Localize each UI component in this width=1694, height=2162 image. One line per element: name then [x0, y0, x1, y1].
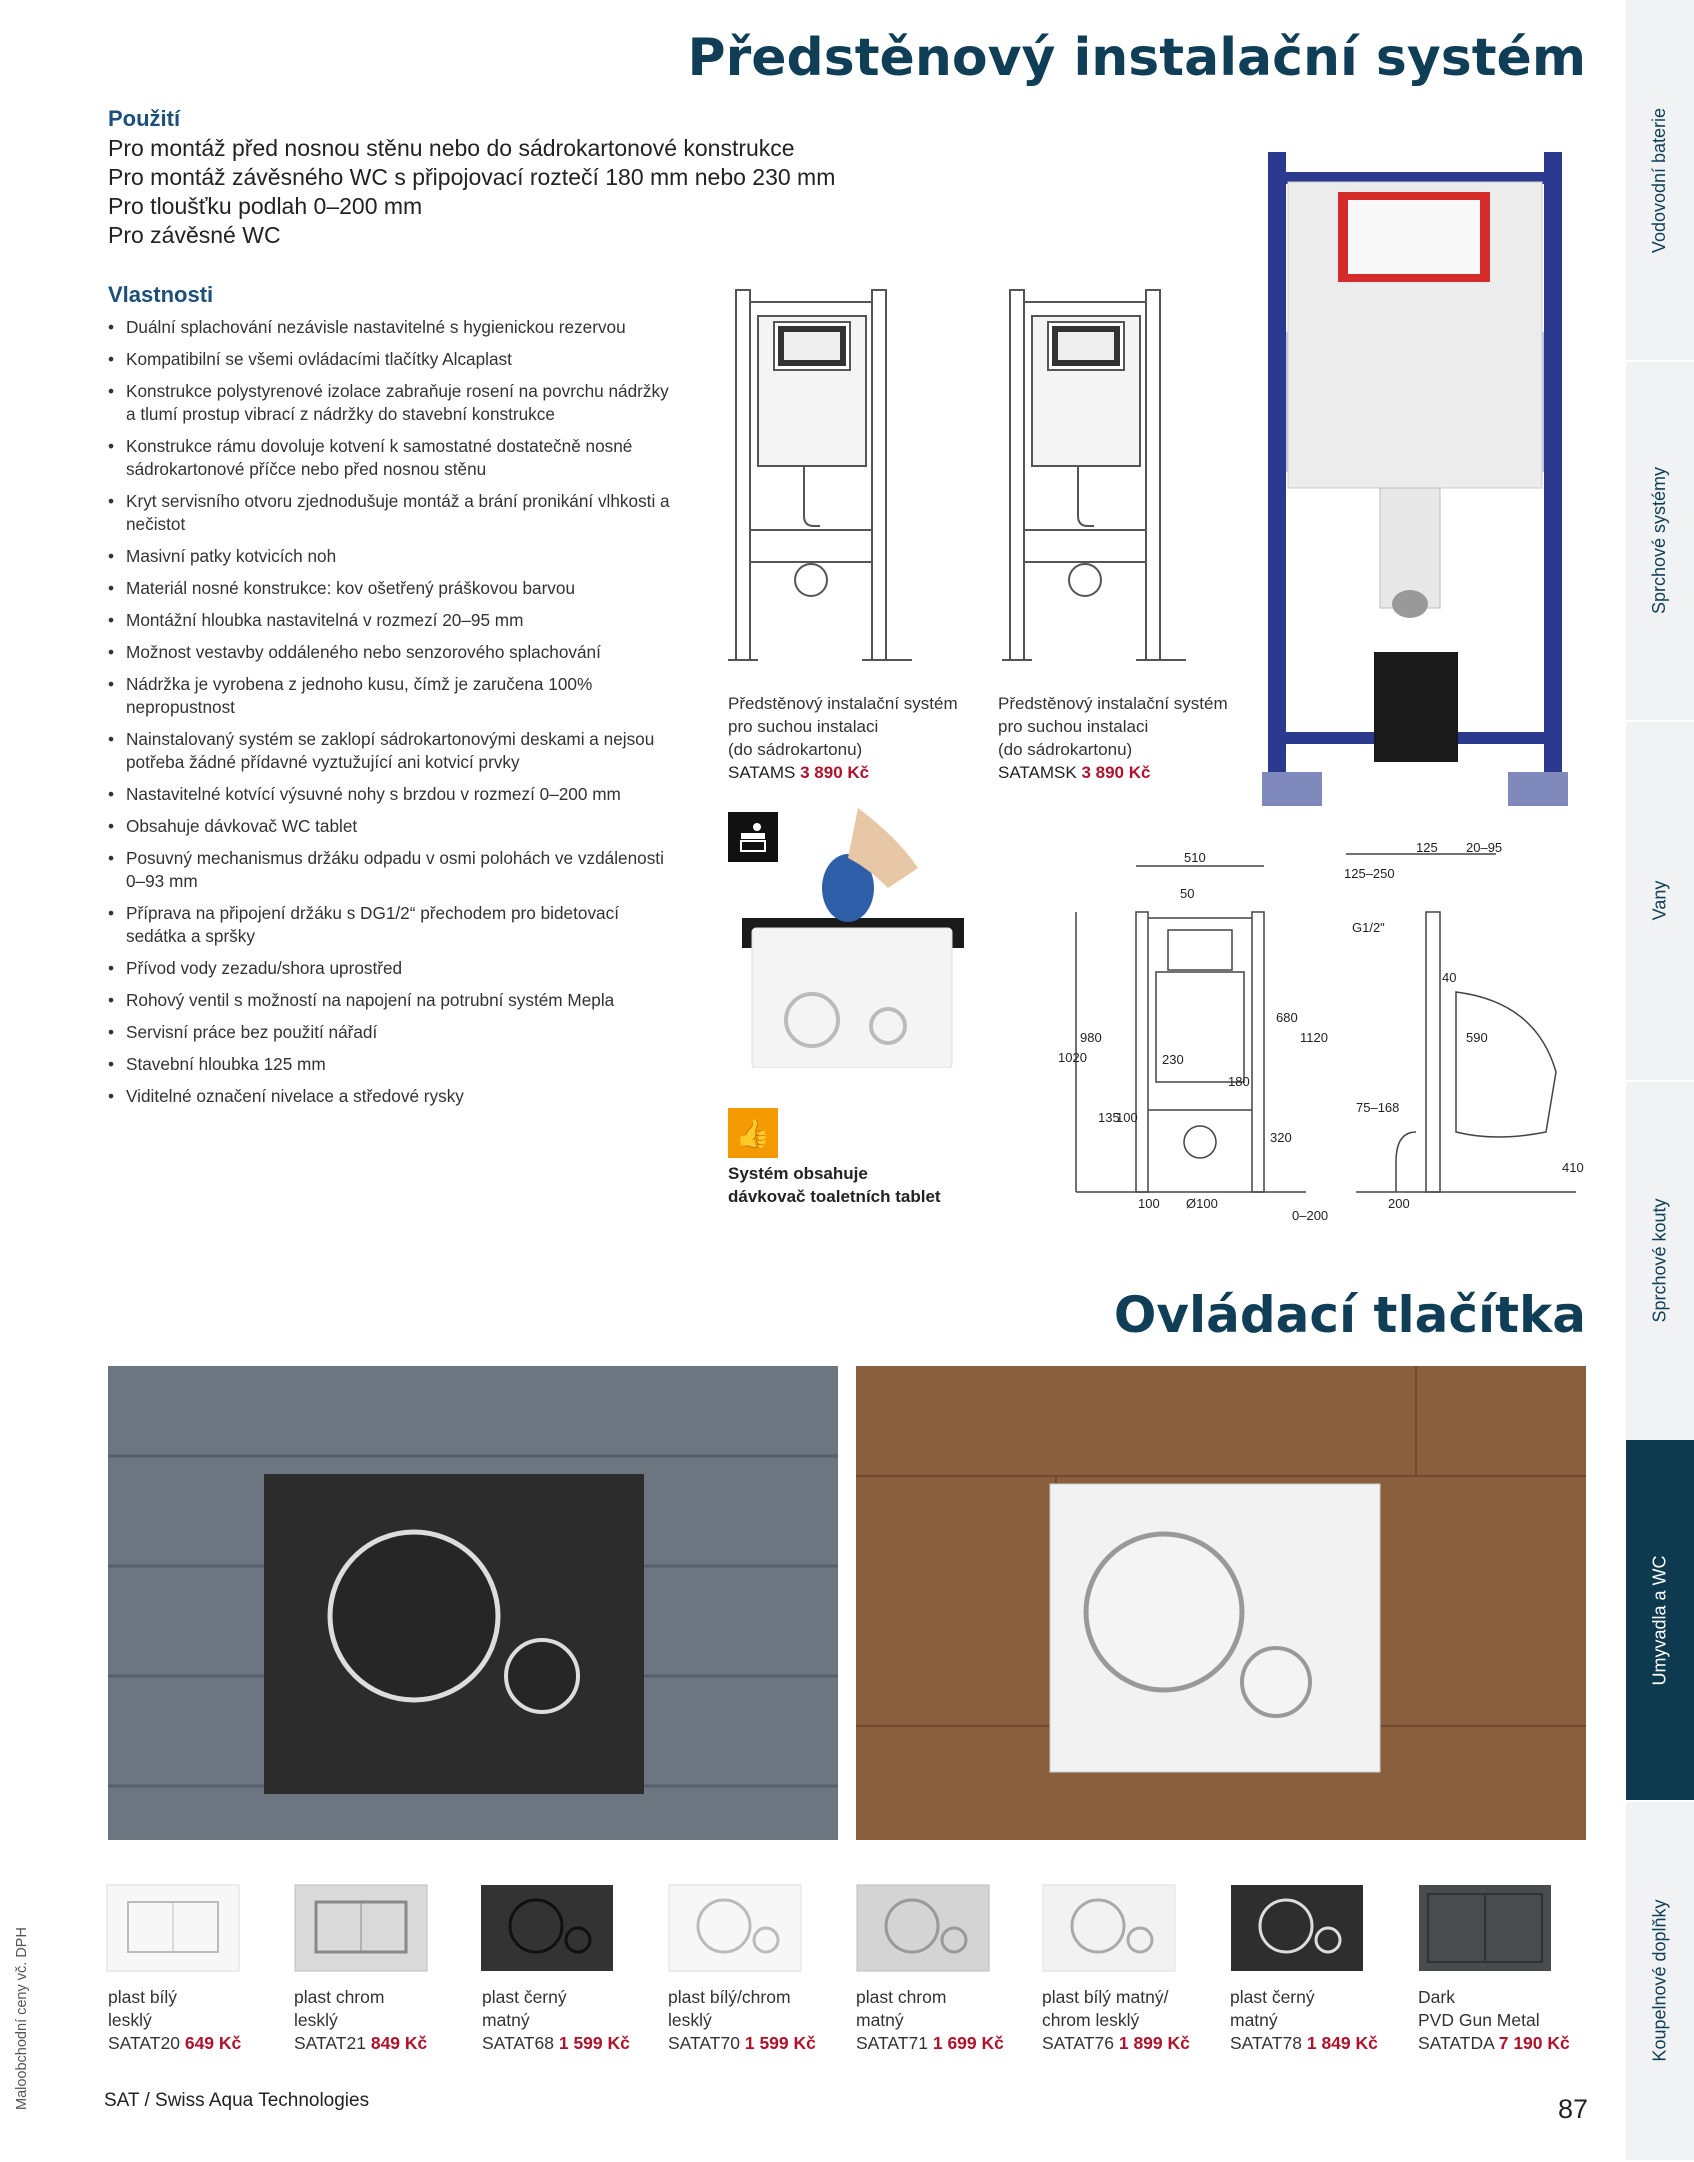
caption-line: pro suchou instalaci [728, 717, 879, 736]
list-item: • Kryt servisního otvoru zjednodušuje montáž a brání pronikání vlhkosti a nečistot [108, 490, 678, 536]
dim-label: 590 [1466, 1030, 1488, 1045]
properties-list [108, 316, 678, 1117]
dim-label: G1/2" [1352, 920, 1385, 935]
side-nav-tab-sprchove-systemy[interactable] [1626, 360, 1694, 722]
side-nav-label: Sprchové kouty [1649, 1197, 1670, 1323]
technical-drawing [1056, 842, 1592, 1226]
dim-label: 510 [1184, 850, 1206, 865]
dim-label: 680 [1276, 1010, 1298, 1025]
caption-line: PVD Gun Metal [1418, 2010, 1540, 2030]
product-image-satamsk [996, 262, 1196, 672]
list-item: • Nádržka je vyrobena z jednoho kusu, čímž je zaručena 100% nepropustnost [108, 673, 678, 719]
side-nav-tab-umyvadla-a-wc[interactable] [1626, 1440, 1694, 1802]
button-caption-satat78 [1230, 1986, 1378, 2055]
product-price: 7 190 Kč [1498, 2033, 1570, 2053]
list-item: • Konstrukce polystyrenové izolace zabraňuje rosení na povrchu nádržky a tlumí prostup vibrací z nádržky do stavební konstrukce [108, 380, 678, 426]
product-caption-satams [728, 692, 958, 784]
caption-line: plast černý [482, 1987, 567, 2007]
side-nav-label: Vany [1649, 880, 1670, 920]
dim-label: 40 [1442, 970, 1457, 985]
dim-label: 125–250 [1344, 866, 1395, 881]
dim-label: 125 [1416, 842, 1438, 855]
dim-label: 0–200 [1292, 1208, 1329, 1223]
side-nav-label: Koupelnové doplňky [1649, 1898, 1670, 2062]
tablet-note [728, 1162, 941, 1208]
product-price: 3 890 Kč [1081, 763, 1151, 782]
caption-line: Dark [1418, 1987, 1455, 2007]
thumb-satat68 [480, 1884, 614, 1972]
product-price: 3 890 Kč [800, 763, 870, 782]
product-image-satams [722, 262, 922, 672]
button-caption-satat20 [108, 1986, 241, 2055]
dim-label: 20–95 [1466, 842, 1503, 855]
page-title: Předstěnový instalační systém [687, 28, 1586, 88]
buttons-section-title: Ovládací tlačítka [1113, 1286, 1586, 1344]
caption-line: lesklý [108, 2010, 152, 2030]
thumb-satat70 [668, 1884, 802, 1972]
dim-label: 320 [1270, 1130, 1292, 1145]
dim-label: 200 [1388, 1196, 1410, 1211]
product-code: SATAT76 [1042, 2033, 1114, 2053]
side-nav [1626, 0, 1694, 2160]
thumb-satat76 [1042, 1884, 1176, 1972]
usage-line: Pro montáž závěsného WC s připojovací roztečí 180 mm nebo 230 mm [108, 164, 836, 190]
caption-line: plast černý [1230, 1987, 1315, 2007]
product-code: SATAT71 [856, 2033, 928, 2053]
product-code: SATAMS [728, 763, 796, 782]
thumb-satat20 [106, 1884, 240, 1972]
note-line: Systém obsahuje [728, 1164, 868, 1183]
dim-label: 180 [1228, 1074, 1250, 1089]
caption-line: plast bílý matný/ [1042, 1987, 1169, 2007]
dim-label: 100 [1116, 1110, 1138, 1125]
dim-label: Ø100 [1186, 1196, 1218, 1211]
caption-line: (do sádrokartonu) [728, 740, 863, 759]
thumb-satatda [1418, 1884, 1552, 1972]
caption-line: lesklý [668, 2010, 712, 2030]
product-code: SATAMSK [998, 763, 1077, 782]
tablet-dispenser-photo [738, 808, 968, 1068]
list-item: • Rohový ventil s možností na napojení na potrubní systém Mepla [108, 989, 678, 1012]
dim-label: 410 [1562, 1160, 1584, 1175]
caption-line: plast bílý/chrom [668, 1987, 791, 2007]
usage-text [108, 134, 835, 250]
button-caption-satat21 [294, 1986, 427, 2055]
product-caption-satamsk [998, 692, 1228, 784]
dim-label: 230 [1162, 1052, 1184, 1067]
list-item: • Nainstalovaný systém se zaklopí sádrokartonovými deskami a nejsou potřeba žádné přídavné vyztužující ani kotvicí prvky [108, 728, 678, 774]
side-nav-tab-sprchove-kouty[interactable] [1626, 1080, 1694, 1442]
list-item: • Montážní hloubka nastavitelná v rozmezí 20–95 mm [108, 609, 678, 632]
product-price: 1 849 Kč [1306, 2033, 1378, 2053]
product-price: 1 899 Kč [1118, 2033, 1190, 2053]
product-code: SATAT68 [482, 2033, 554, 2053]
dim-label: 1120 [1300, 1030, 1328, 1045]
caption-line: chrom lesklý [1042, 2010, 1140, 2030]
list-item: • Možnost vestavby oddáleného nebo senzorového splachování [108, 641, 678, 664]
product-code: SATAT70 [668, 2033, 740, 2053]
caption-line: plast chrom [856, 1987, 947, 2007]
list-item: • Stavební hloubka 125 mm [108, 1053, 678, 1076]
button-caption-satat70 [668, 1986, 816, 2055]
product-price: 849 Kč [370, 2033, 428, 2053]
properties-heading: Vlastnosti [108, 282, 214, 307]
button-caption-satatda [1418, 1986, 1570, 2055]
usage-line: Pro tloušťku podlah 0–200 mm [108, 193, 423, 219]
usage-heading: Použití [108, 106, 181, 131]
list-item: • Masivní patky kotvicích noh [108, 545, 678, 568]
list-item: • Nastavitelné kotvící výsuvné nohy s brzdou v rozmezí 0–200 mm [108, 783, 678, 806]
dim-label: 50 [1180, 886, 1195, 901]
caption-line: Předstěnový instalační systém [998, 694, 1228, 713]
caption-line: matný [1230, 2010, 1278, 2030]
dim-label: 1020 [1058, 1050, 1087, 1065]
photo-black-button [108, 1366, 838, 1840]
caption-line: plast bílý [108, 1987, 178, 2007]
button-caption-satat76 [1042, 1986, 1190, 2055]
caption-line: Předstěnový instalační systém [728, 694, 958, 713]
list-item: • Viditelné označení nivelace a středové rysky [108, 1085, 678, 1108]
list-item: • Materiál nosné konstrukce: kov ošetřený práškovou barvou [108, 577, 678, 600]
thumb-satat71 [856, 1884, 990, 1972]
caption-line: plast chrom [294, 1987, 385, 2007]
list-item: • Servisní práce bez použití nářadí [108, 1021, 678, 1044]
caption-line: matný [482, 2010, 530, 2030]
thumbs-up-icon: 👍 [728, 1108, 778, 1158]
dim-label: 75–168 [1356, 1100, 1400, 1115]
note-line: dávkovač toaletních tablet [728, 1187, 941, 1206]
caption-line: pro suchou instalaci [998, 717, 1149, 736]
list-item: • Příprava na připojení držáku s DG1/2“ přechodem pro bidetovací sedátka a spršky [108, 902, 678, 948]
caption-line: matný [856, 2010, 904, 2030]
photo-chrome-button [856, 1366, 1586, 1840]
side-nav-label: Sprchové systémy [1649, 466, 1670, 614]
product-price: 1 699 Kč [932, 2033, 1004, 2053]
list-item: • Obsahuje dávkovač WC tablet [108, 815, 678, 838]
thumb-satat78 [1230, 1884, 1364, 1972]
product-price: 1 599 Kč [744, 2033, 816, 2053]
list-item: • Konstrukce rámu dovoluje kotvení k samostatné dostatečně nosné sádrokartonové příčce nebo před nosnou stěnu [108, 435, 678, 481]
usage-line: Pro závěsné WC [108, 222, 281, 248]
page-number: 87 [1557, 2094, 1588, 2124]
button-caption-satat71 [856, 1986, 1004, 2055]
product-code: SATAT20 [108, 2033, 180, 2053]
thumb-satat21 [294, 1884, 428, 1972]
list-item: • Duální splachování nezávisle nastavitelné s hygienickou rezervou [108, 316, 678, 339]
side-nav-tab-koupelnove-doplnky[interactable] [1626, 1800, 1694, 2162]
list-item: • Přívod vody zezadu/shora uprostřed [108, 957, 678, 980]
side-nav-label: Vodovodní baterie [1649, 107, 1670, 253]
side-nav-tab-vodovodni-baterie[interactable] [1626, 0, 1694, 362]
product-price: 1 599 Kč [558, 2033, 630, 2053]
vat-note: Maloobchodní ceny vč. DPH [14, 1927, 30, 2110]
product-price: 649 Kč [184, 2033, 242, 2053]
caption-line: (do sádrokartonu) [998, 740, 1133, 759]
list-item: • Kompatibilní se všemi ovládacími tlačítky Alcaplast [108, 348, 678, 371]
button-caption-satat68 [482, 1986, 630, 2055]
dim-label: 980 [1080, 1030, 1102, 1045]
footer-brand: SAT / Swiss Aqua Technologies [104, 2090, 370, 2111]
caption-line: lesklý [294, 2010, 338, 2030]
side-nav-tab-vany[interactable] [1626, 720, 1694, 1082]
product-code: SATATDA [1418, 2033, 1494, 2053]
list-item: • Posuvný mechanismus držáku odpadu v osmi polohách ve vzdálenosti 0–93 mm [108, 847, 678, 893]
product-code: SATAT78 [1230, 2033, 1302, 2053]
usage-line: Pro montáž před nosnou stěnu nebo do sádrokartonové konstrukce [108, 135, 795, 161]
side-nav-label: Umyvadla a WC [1649, 1554, 1670, 1686]
dim-label: 135 [1098, 1110, 1120, 1125]
product-photo-blue-frame [1262, 152, 1568, 808]
product-code: SATAT21 [294, 2033, 366, 2053]
dim-label: 100 [1138, 1196, 1160, 1211]
